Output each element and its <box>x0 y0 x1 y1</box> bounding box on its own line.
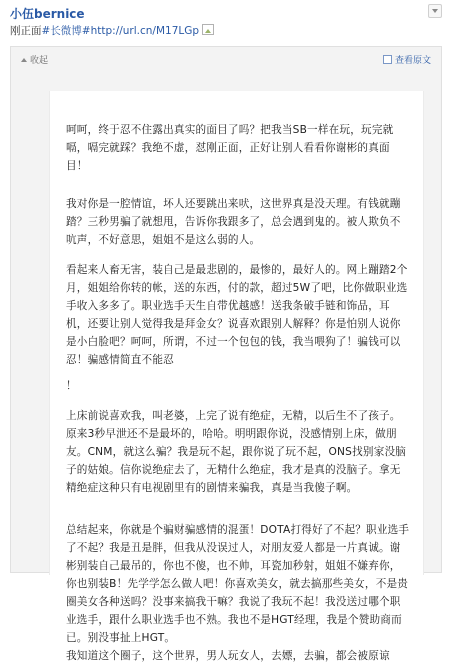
collapse-button[interactable] <box>21 53 48 66</box>
article-paragraph: 我对你是一腔情谊，坏人还要跳出来吠，这世界真是没天理。有钱就蹦踏？三秒男骗了就想甩，告诉你我跟多了，总会遇到鬼的。被人欺负不吭声，不好意思，姐姐不是这么弱的人。 <box>66 198 401 246</box>
post-text-prefix: 刚正面 <box>10 25 42 37</box>
article-paragraph: 上床前说喜欢我，叫老婆，上完了说有绝症，无精，以后生不了孩子。原来3秒早泄还不是最坏的，哈哈。明明跟你说，没感情别上床，做朋友。CNM，就这么骗？我是玩不起，跟你说了玩不起，ONS找别家没脑子的姑娘。信你说绝症去了，无精什么绝症，我才是真的没脑子。拿无精绝症这种只有电视剧里有的剧情来骗我，真是当我傻子啊。 <box>66 410 407 494</box>
chevron-down-icon <box>432 9 438 13</box>
username-link[interactable]: 小伍bernice <box>10 7 85 21</box>
collapse-label: 收起 <box>30 56 49 66</box>
long-weibo-image[interactable] <box>49 91 424 662</box>
view-original-label: 查看原文 <box>394 56 431 66</box>
more-options-button[interactable] <box>428 4 442 18</box>
post-text <box>10 23 214 38</box>
short-url-link[interactable]: http://url.cn/M17LGp <box>90 25 200 37</box>
article-paragraph: 呵呵，终于忍不住露出真实的面目了吗？把我当SB一样在玩，玩完就嗝，嗝完就踩？我绝不虚，怼刚正面，正好让别人看看你谢彬的真面目！ <box>66 124 394 172</box>
collapse-arrow-icon <box>21 58 27 62</box>
expanded-image-box <box>10 46 442 662</box>
article-paragraph: 我知道这个圈子，这个世界，男人玩女人，去嫖，去骗，都会被原谅 <box>66 650 390 662</box>
article-paragraph: 总结起来，你就是个骗财骗感情的混蛋！DOTA打得好了不起？职业选手了不起？我是丑是胖，但我从没误过人，对朋友爱人都是一片真诚。谢彬别装自己最吊的，你也不傻，也不帅，耳瓷加秒射，姐姐不嫌弃你，你也别装B！先学学怎么做人吧！你喜欢美女，就去搞那些美女，不是贵圈美女各种送吗？没事来搞我干嘛？我说了我玩不起！我没送过哪个职业选手，跟什么职业选手也不熟。我也不是HGT经理，我是个赞助商而已。别没事扯上HGT。 <box>66 524 410 644</box>
image-icon[interactable] <box>202 24 214 35</box>
image-toolbar <box>11 47 441 67</box>
article-paragraph: 看起来人畜无害，装自己是最悲剧的，最惨的，最好人的。网上蹦踏2个月，姐姐给你转的帐，送的东西，付的款，超过5W了吧，比你做职业选手收入多多了。职业选手天生自带优越感！送我条破手链和饰品，耳机，还要让别人觉得我是拜金女？说喜欢跟别人解释？你是怕别人说你是小白脸吧？呵呵，所谓，不过一个包包的钱，我当喂狗了！骗钱可以忍！骗感情简直不能忍 <box>66 264 408 366</box>
article-paragraph: ！ <box>66 380 77 392</box>
post-header <box>0 0 450 46</box>
hashtag-link[interactable]: #长微博# <box>41 25 91 37</box>
view-original-icon <box>383 55 392 64</box>
view-original-button[interactable] <box>383 53 431 66</box>
